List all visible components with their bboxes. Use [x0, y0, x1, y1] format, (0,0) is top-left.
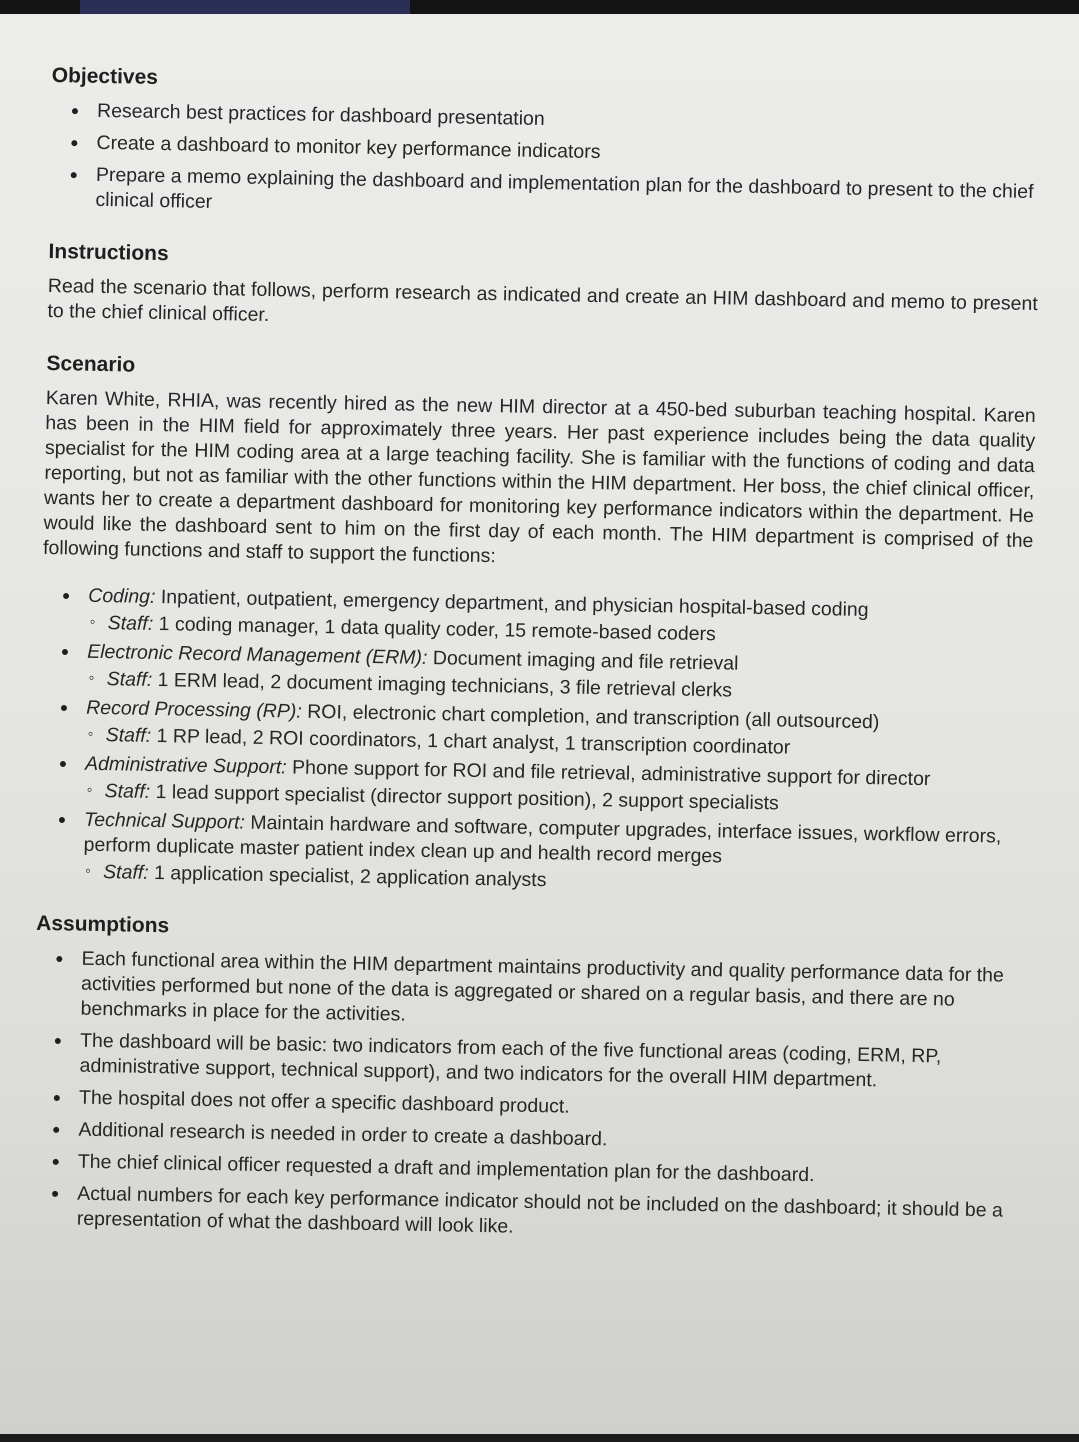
function-term: Technical Support:	[83, 808, 246, 834]
assumption-item: • Each functional area within the HIM department maintains productivity and quality performance data for the activities performed but none of the data is aggregated or shared on a regular basis, and there are no benchmarks in place for the activities.	[34, 946, 1025, 1039]
function-item-tech-support	[37, 807, 1028, 902]
function-desc: ROI, electronic chart completion, and transcription (all outsourced)	[301, 700, 880, 734]
staff-label: Staff:	[105, 724, 152, 747]
assumption-item: • The dashboard will be basic: two indicators from each of the five functional areas (coding, ERM, RP, administrative support, technical support), and two indicators for the overall HIM department.	[33, 1028, 1024, 1096]
assumptions-list	[31, 946, 1026, 1249]
assumption-item: • The hospital does not offer a specific dashboard product.	[33, 1085, 1023, 1128]
staff-text: 1 coding manager, 1 data quality coder, 15 remote-based coders	[153, 612, 716, 646]
assumption-item: • The chief clinical officer requested a draft and implementation plan for the dashboard.	[32, 1149, 1022, 1192]
scenario-text: Karen White, RHIA, was recently hired as the new HIM director at a 450-bed suburban teaching hospital. Karen has been in the HIM field for approximately three years. Her past experience includes being the data quality specialist for the HIM coding area at a large teaching facility. She is familiar with the functions of coding and data reporting, but not as familiar with the other functions within the HIM department. Her boss, the chief clinical officer, wants her to create a department dashboard for monitoring key performance indicators within the department. He would like the dashboard sent to him on the first day of each month. The HIM department is comprised of the following functions and staff to support the functions:	[42, 386, 1036, 568]
assumption-item: • Actual numbers for each key performance indicator should not be included on the dashboard; it should be a representation of what the dashboard will look like.	[31, 1181, 1022, 1249]
objective-item: • Create a dashboard to monitor key performance indicators	[50, 130, 1040, 173]
staff-text: 1 application specialist, 2 application analysts	[148, 861, 547, 892]
functions-list	[37, 583, 1032, 902]
staff-label: Staff:	[106, 668, 153, 691]
function-term: Record Processing (RP):	[85, 696, 302, 723]
objectives-section	[49, 62, 1042, 230]
assumptions-heading: Assumptions	[36, 911, 170, 938]
staff-label: Staff:	[102, 861, 149, 884]
staff-text: 1 RP lead, 2 ROI coordinators, 1 chart analyst, 1 transcription coordinator	[150, 724, 791, 759]
instructions-section	[47, 238, 1038, 342]
objective-item: • Prepare a memo explaining the dashboard and implementation plan for the dashboard to present to the chief clinical officer	[49, 162, 1040, 230]
instructions-heading: Instructions	[48, 239, 169, 266]
function-term: Coding:	[88, 584, 156, 608]
function-desc: Maintain hardware and software, computer upgrades, interface issues, workflow errors, perform duplicate master patient index clean up and health record merges	[83, 811, 1002, 868]
document-content	[30, 62, 1042, 1275]
staff-item	[85, 860, 1027, 902]
objectives-list	[49, 98, 1041, 230]
assumption-item: • Additional research is needed in order to create a dashboard.	[32, 1117, 1022, 1160]
function-term: Administrative Support:	[84, 752, 287, 779]
objective-item: • Research best practices for dashboard presentation	[51, 98, 1041, 141]
scenario-heading: Scenario	[46, 351, 136, 377]
function-desc: Document imaging and file retrieval	[427, 646, 739, 675]
instructions-text: Read the scenario that follows, perform research as indicated and create an HIM dashboard and memo to present to the chief clinical officer.	[47, 274, 1038, 327]
bottom-edge-band	[0, 1434, 1079, 1442]
staff-text: 1 lead support specialist (director support position), 2 support specialists	[149, 780, 779, 815]
objectives-heading: Objectives	[51, 63, 159, 89]
staff-label: Staff:	[107, 612, 154, 635]
staff-text: 1 ERM lead, 2 document imaging technicians, 3 file retrieval clerks	[152, 668, 733, 702]
assumptions-section	[31, 910, 1027, 1249]
staff-list	[83, 860, 1027, 902]
function-desc: Phone support for ROI and file retrieval, administrative support for director	[286, 756, 931, 791]
document-page	[0, 14, 1079, 1434]
function-term: Electronic Record Management (ERM):	[86, 640, 428, 669]
functions-block	[37, 583, 1032, 902]
scenario-section	[37, 350, 1037, 902]
staff-label: Staff:	[104, 780, 151, 803]
function-desc: Inpatient, outpatient, emergency department, and physician hospital-based coding	[155, 585, 869, 622]
